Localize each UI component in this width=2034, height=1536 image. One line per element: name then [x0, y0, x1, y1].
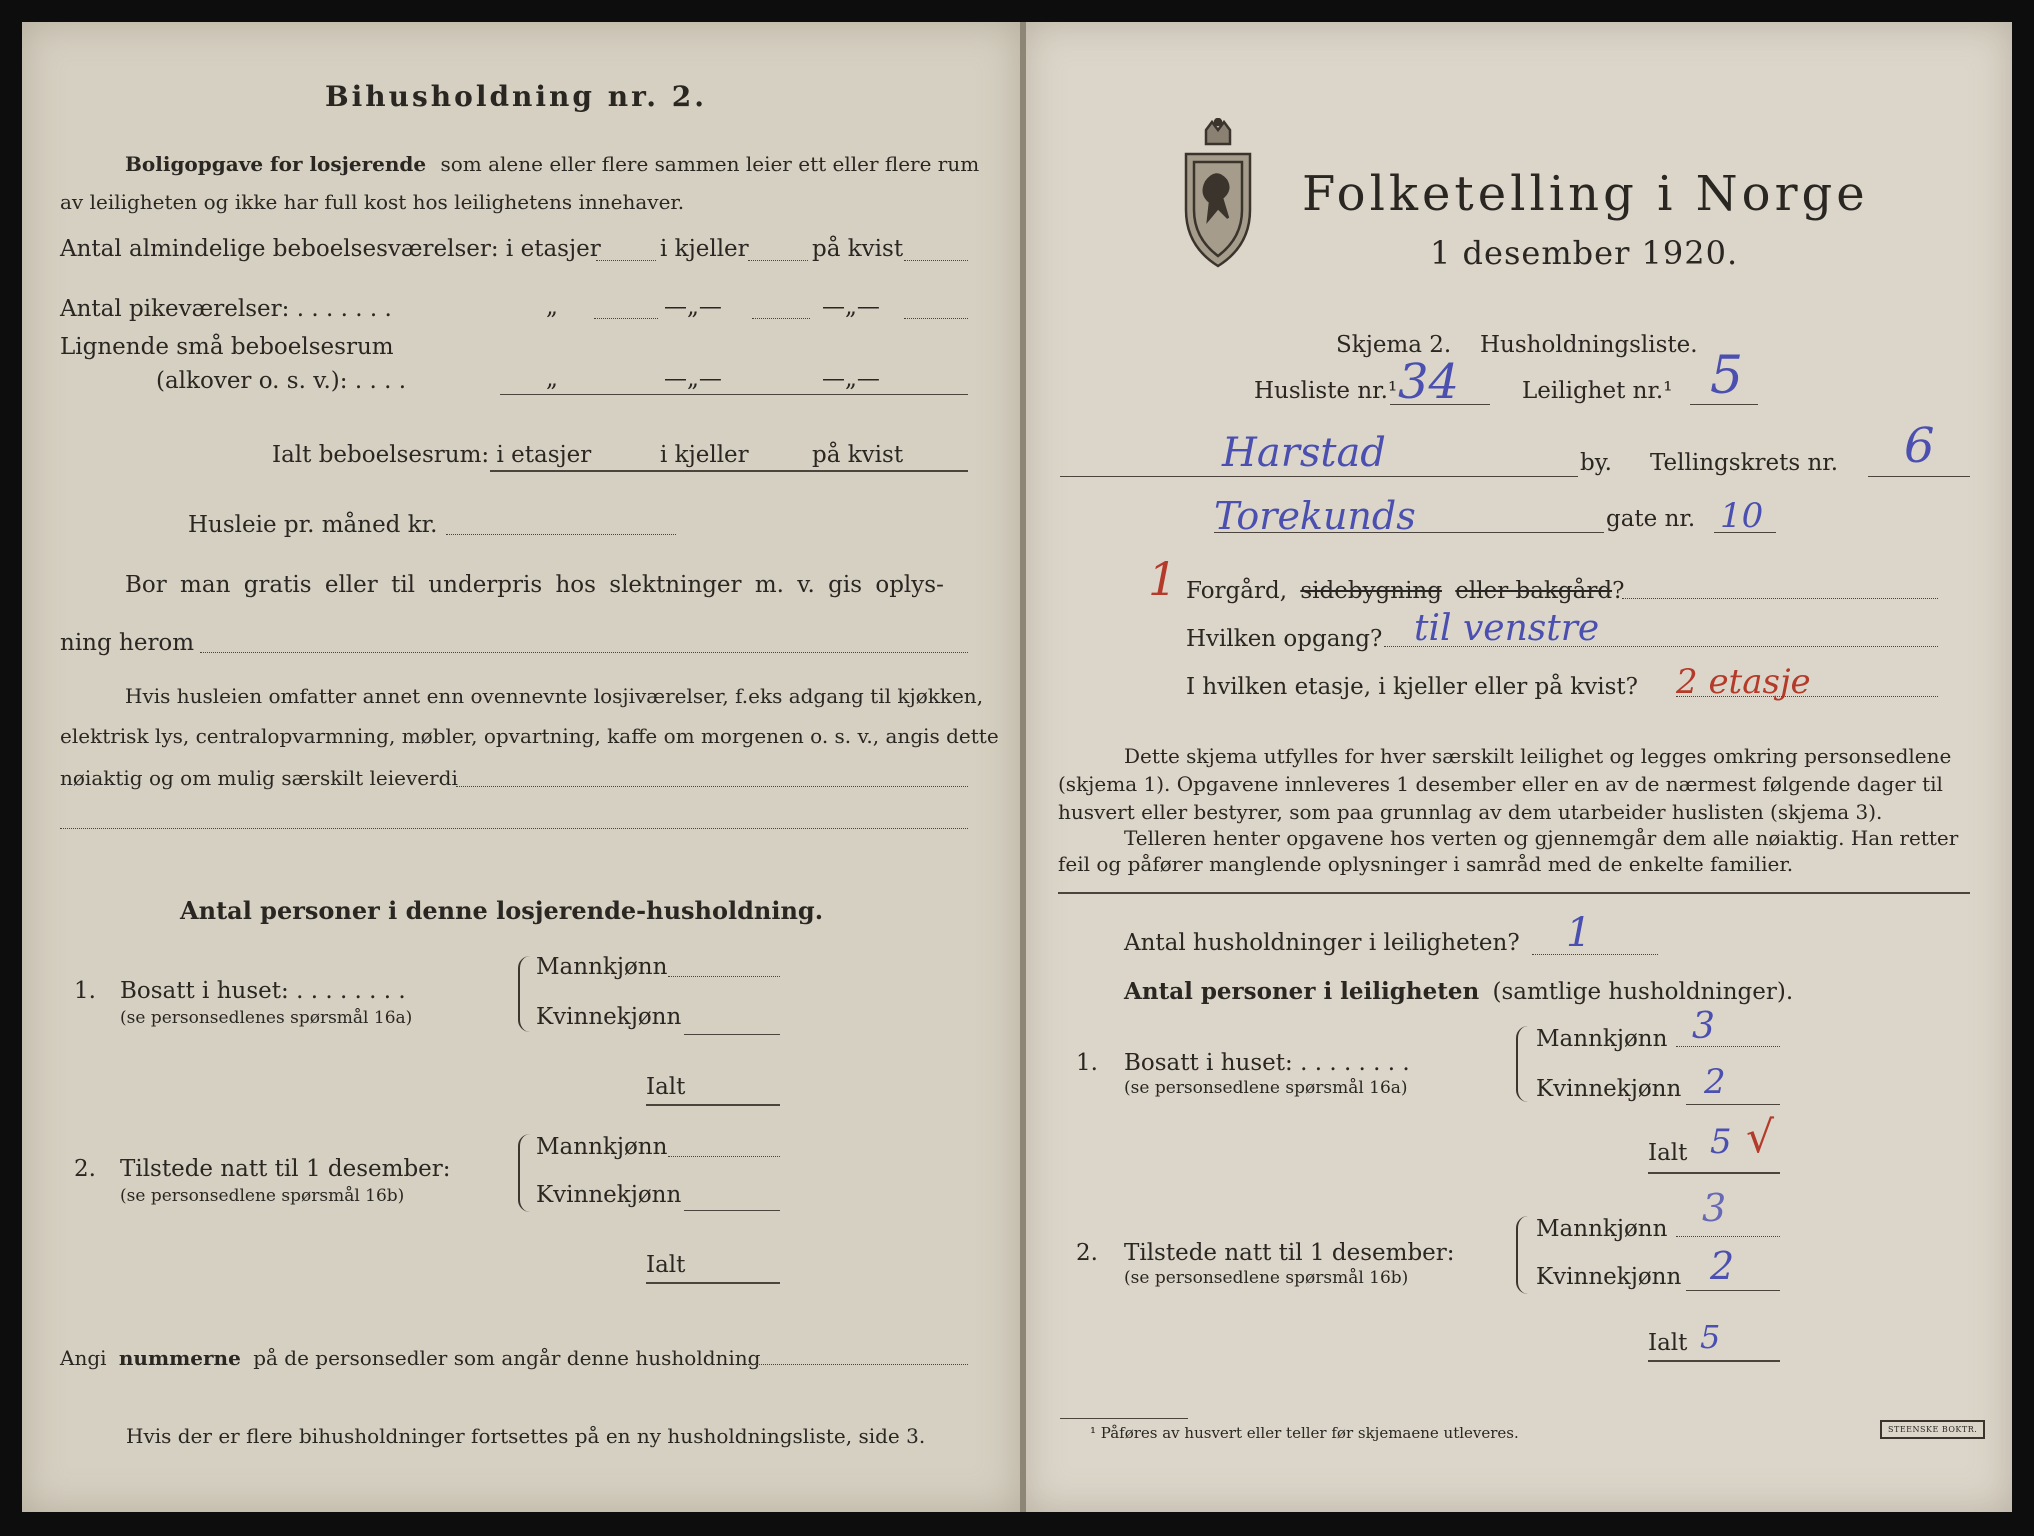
angi-line [60, 1346, 760, 1370]
pike-ditto: „ [546, 294, 558, 320]
left-q1-mann: Mannkjønn [536, 954, 668, 980]
left-q1-mann-field[interactable] [668, 976, 780, 977]
lignende-ditto: „ [546, 366, 558, 392]
husleie-label: Husleie pr. måned kr. [188, 512, 438, 538]
angi-bold: nummerne [118, 1346, 241, 1370]
rooms-kjeller-field[interactable] [748, 260, 808, 261]
left-q2-ialt: Ialt [646, 1252, 686, 1278]
gate-value[interactable]: 10 [1720, 496, 1764, 536]
antal-hush-field [1532, 954, 1658, 955]
city-field [1060, 476, 1578, 477]
left-q2-ialt-field[interactable] [646, 1282, 780, 1284]
pike-field-1[interactable] [594, 318, 658, 319]
right-q1-mann: Mannkjønn [1536, 1026, 1668, 1052]
ialt-rooms-kjeller: i kjeller [660, 442, 749, 468]
right-q1-kvinne: Kvinnekjønn [1536, 1076, 1682, 1102]
husliste-value[interactable]: 34 [1398, 354, 1460, 410]
left-q2-brace [518, 1134, 530, 1212]
right-q1-kvinne-value[interactable]: 2 [1704, 1062, 1726, 1102]
right-title: Folketelling i Norge [1302, 166, 1869, 222]
dette-line-1: Dette skjema utfylles for hver særskilt leilighet og legges omkring personsedlene [1124, 744, 1952, 768]
leilighet-field [1690, 404, 1758, 405]
rooms-kjeller: i kjeller [660, 236, 749, 262]
rooms-label: Antal almindelige beboelsesværelser: i etasjer [60, 236, 601, 262]
footnote: ¹ Påføres av husvert eller teller før skjemaene utleveres. [1090, 1424, 1519, 1442]
tellingskrets-value[interactable]: 6 [1904, 418, 1935, 474]
dette-line-5: feil og påfører manglende oplysninger i samråd med de enkelte familier. [1058, 852, 1794, 876]
antal-pers-rest: (samtlige husholdninger). [1492, 979, 1794, 1005]
bakgard-struck: eller bakgård [1455, 578, 1613, 604]
forgard-label: Forgård, [1186, 578, 1288, 604]
angi-rest: på de personsedler som angår denne husholdning [253, 1346, 761, 1370]
right-q1-brace [1516, 1026, 1528, 1102]
footnote-rule [1060, 1418, 1188, 1419]
right-q1-label: Bosatt i huset: . . . . . . . . [1124, 1050, 1410, 1076]
left-q2-kvinne-field[interactable] [684, 1210, 780, 1211]
tellingskrets-field [1868, 476, 1970, 477]
left-q1-kvinne-field[interactable] [684, 1034, 780, 1035]
etasje-field [1676, 696, 1938, 697]
right-q1-mann-field [1676, 1046, 1780, 1047]
forgard-q: ? [1612, 578, 1625, 604]
pike-label: Antal pikeværelser: . . . . . . . [60, 296, 392, 322]
opgang-label: Hvilken opgang? [1186, 626, 1383, 652]
rooms-kvist-field[interactable] [904, 260, 968, 261]
instructions-rule [1058, 892, 1970, 894]
left-footer: Hvis der er flere bihusholdninger fortsettes på en ny husholdningsliste, side 3. [126, 1424, 926, 1448]
antal-pers-bold: Antal personer i leiligheten [1124, 978, 1480, 1005]
left-persons-title: Antal personer i denne losjerende-husholdning. [180, 896, 824, 925]
right-q1-ialt-field [1648, 1172, 1780, 1174]
sidebygning-struck: sidebygning [1300, 578, 1442, 604]
etasje-value[interactable]: 2 etasje [1676, 662, 1811, 702]
gate-label: gate nr. [1606, 506, 1696, 532]
lignende-label-1: Lignende små beboelsesrum [60, 334, 394, 360]
right-q2-mann-value[interactable]: 3 [1702, 1186, 1727, 1230]
angi-pre: Angi [60, 1346, 107, 1370]
ialt-rooms-label: Ialt beboelsesrum: i etasjer [272, 442, 592, 468]
left-q2-sub: (se personsedlene spørsmål 16b) [120, 1186, 405, 1206]
opgang-field [1384, 646, 1938, 647]
forgard-line [1186, 578, 1624, 604]
rooms-kvist: på kvist [812, 236, 904, 262]
forgard-mark[interactable]: 1 [1148, 552, 1178, 606]
left-q1-ialt: Ialt [646, 1074, 686, 1100]
right-q2-kvinne-value[interactable]: 2 [1710, 1244, 1735, 1288]
right-q1-ialt-check: √ [1746, 1112, 1775, 1163]
hvis-field-1[interactable] [456, 786, 968, 787]
leilighet-value[interactable]: 5 [1710, 346, 1744, 406]
skjema-label: Skjema 2. [1336, 332, 1452, 358]
husleie-field[interactable] [446, 534, 676, 535]
lignende-ditto-3: —„— [822, 366, 880, 392]
left-q2-num: 2. [74, 1156, 96, 1182]
left-q2-kvinne: Kvinnekjønn [536, 1182, 682, 1208]
right-q1-sub: (se personsedlene spørsmål 16a) [1124, 1078, 1408, 1098]
forgard-field[interactable] [1622, 598, 1938, 599]
dette-line-3: husvert eller bestyrer, som paa grunnlag av dem utarbeider huslisten (skjema 3). [1058, 800, 1883, 824]
lignende-underline [500, 394, 968, 395]
right-q1-kvinne-field [1686, 1104, 1780, 1105]
antal-hush-value[interactable]: 1 [1566, 910, 1592, 956]
street-field [1214, 532, 1604, 533]
bor-field[interactable] [200, 652, 968, 653]
right-q2-kvinne: Kvinnekjønn [1536, 1264, 1682, 1290]
right-q1-ialt-value[interactable]: 5 [1710, 1122, 1732, 1162]
pike-ditto-3: —„— [822, 294, 880, 320]
right-q2-num: 2. [1076, 1240, 1098, 1266]
hvis-line-2: elektrisk lys, centralopvarmning, møbler, opvartning, kaffe om morgenen o. s. v., angis dette [60, 724, 999, 748]
dette-line-2: (skjema 1). Opgavene innleveres 1 desember eller en av de nærmest følgende dager til [1058, 772, 1943, 796]
lignende-label-2: (alkover o. s. v.): . . . . [156, 368, 407, 394]
dette-line-4: Telleren henter opgavene hos verten og gjennemgår dem alle nøiaktig. Han retter [1124, 826, 1959, 850]
bor-line-2: ning herom [60, 630, 195, 656]
right-q1-num: 1. [1076, 1050, 1098, 1076]
right-q2-brace [1516, 1216, 1528, 1294]
right-q1-mann-value[interactable]: 3 [1692, 1006, 1715, 1047]
left-title: Bihusholdning nr. 2. [325, 80, 707, 113]
left-q1-brace [518, 956, 530, 1032]
hvis-line-3: nøiaktig og om mulig særskilt leieverdi [60, 766, 458, 790]
husliste-field [1390, 404, 1490, 405]
antal-pers-line [1124, 978, 1793, 1005]
etasje-label: I hvilken etasje, i kjeller eller på kvist? [1186, 674, 1638, 700]
lignende-ditto-2: —„— [664, 366, 722, 392]
left-q1-sub: (se personsedlenes spørsmål 16a) [120, 1008, 413, 1028]
skjema-rest: Husholdningsliste. [1480, 332, 1698, 358]
right-q2-ialt-field [1648, 1360, 1780, 1362]
left-q1-ialt-field[interactable] [646, 1104, 780, 1106]
right-q2-mann-field [1676, 1236, 1780, 1237]
left-q1-kvinne: Kvinnekjønn [536, 1004, 682, 1030]
right-q2-ialt-value[interactable]: 5 [1700, 1318, 1721, 1356]
norwegian-coat-of-arms-icon [1176, 118, 1260, 270]
left-q2-mann-field[interactable] [668, 1156, 780, 1157]
left-q2-mann: Mannkjønn [536, 1134, 668, 1160]
left-q1-label: Bosatt i huset: . . . . . . . . [120, 978, 406, 1004]
right-q2-kvinne-field [1686, 1290, 1780, 1291]
right-q2-mann: Mannkjønn [1536, 1216, 1668, 1242]
bor-line-1: Bor man gratis eller til underpris hos slektninger m. v. gis oplys- [125, 572, 944, 598]
city-value[interactable]: Harstad [1222, 430, 1386, 476]
antal-hush-label: Antal husholdninger i leiligheten? [1124, 930, 1520, 956]
angi-field[interactable] [748, 1364, 968, 1365]
intro-line-2: av leiligheten og ikke har full kost hos leilighetens innehaver. [60, 190, 685, 214]
printer-stamp: STEENSKE BOKTR. [1880, 1420, 1985, 1439]
left-q2-label: Tilstede natt til 1 desember: [120, 1156, 451, 1182]
page-fold [1020, 22, 1026, 1512]
ialt-rooms-kvist: på kvist [812, 442, 904, 468]
intro-bold: Boligopgave for losjerende [125, 152, 427, 176]
pike-field-3[interactable] [904, 318, 968, 319]
leilighet-label: Leilighet nr.¹ [1522, 378, 1673, 404]
hvis-line-1: Hvis husleien omfatter annet enn ovennevnte losjiværelser, f.eks adgang til kjøkken, [125, 684, 984, 708]
right-q1-ialt: Ialt [1648, 1140, 1688, 1166]
by-label: by. [1580, 450, 1612, 476]
rooms-etasjer-field[interactable] [596, 260, 656, 261]
tellingskrets-label: Tellingskrets nr. [1650, 450, 1839, 476]
intro-line-1 [125, 152, 979, 176]
right-date: 1 desember 1920. [1430, 234, 1739, 272]
street-value[interactable]: Torekunds [1214, 494, 1416, 538]
right-q2-label: Tilstede natt til 1 desember: [1124, 1240, 1455, 1266]
hvis-field-2[interactable] [60, 828, 968, 829]
pike-field-2[interactable] [752, 318, 810, 319]
ialt-rooms-underline[interactable] [490, 470, 968, 472]
right-q2-ialt: Ialt [1648, 1330, 1688, 1356]
opgang-value[interactable]: til venstre [1414, 608, 1600, 649]
gate-field [1714, 532, 1776, 533]
pike-ditto-2: —„— [664, 294, 722, 320]
intro-rest: som alene eller flere sammen leier ett eller flere rum [440, 152, 980, 176]
right-q2-sub: (se personsedlene spørsmål 16b) [1124, 1268, 1409, 1288]
left-q1-num: 1. [74, 978, 96, 1004]
husliste-label: Husliste nr.¹ [1254, 378, 1398, 404]
